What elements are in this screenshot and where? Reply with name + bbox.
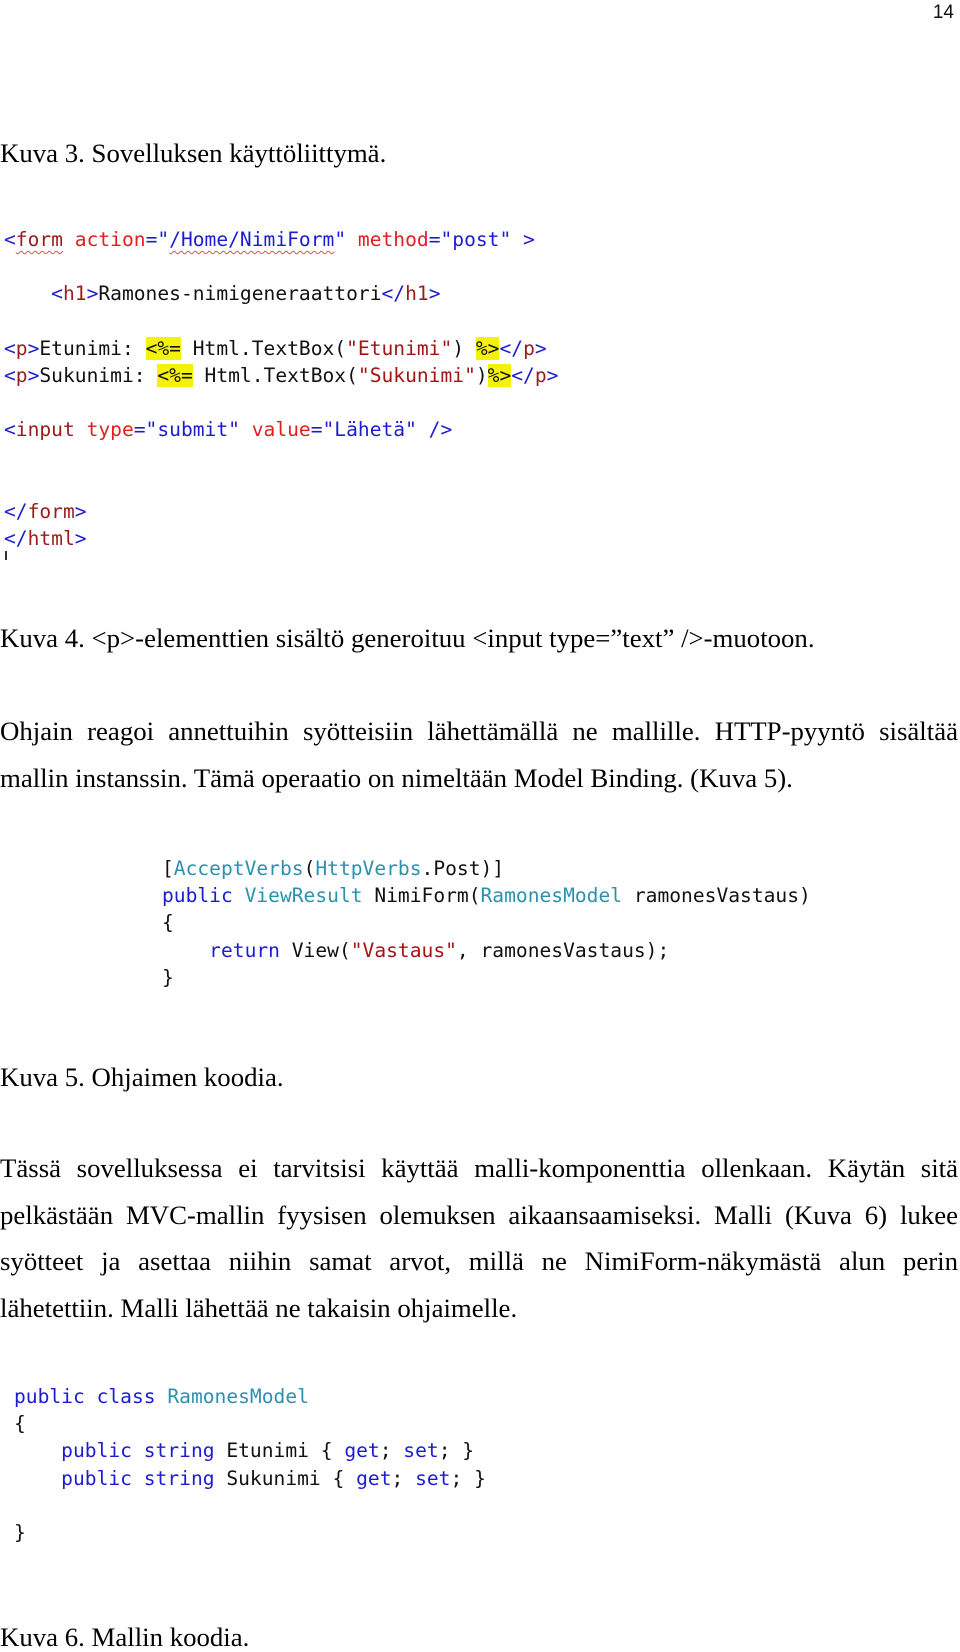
code-token: value: [239, 418, 311, 442]
code-token: Etunimi {: [214, 1439, 345, 1463]
code-token: "Sukunimi": [357, 363, 476, 387]
figure-caption-kuva-3: Kuva 3. Sovelluksen käyttöliittymä.: [0, 138, 387, 168]
code-line: [4, 471, 558, 498]
code-token: %>: [487, 363, 512, 387]
code-token: <: [4, 282, 63, 306]
code-token: >: [86, 282, 99, 306]
code-screenshot-model-class: [14, 1383, 486, 1546]
code-token: >: [534, 336, 547, 360]
code-token: ; }: [438, 1439, 475, 1463]
code-token: >: [428, 282, 441, 306]
code-line: [4, 444, 558, 471]
code-line: [14, 1410, 486, 1437]
figure-caption-kuva-5: Kuva 5. Ohjaimen koodia.: [0, 1062, 284, 1092]
code-token: p: [15, 363, 28, 387]
code-token: }: [14, 1520, 26, 1544]
code-token: [: [162, 857, 174, 880]
code-token: ="post" >: [428, 228, 535, 251]
code-screenshot-nimiform-view: [4, 226, 558, 552]
code-token: Etunimi:: [39, 336, 146, 360]
code-token: form: [15, 228, 63, 251]
code-line: [4, 253, 558, 280]
code-token: public string: [14, 1439, 215, 1463]
code-token: </: [381, 282, 406, 306]
code-token: >: [74, 527, 87, 551]
code-token: RamonesModel: [167, 1385, 309, 1408]
code-token: >: [27, 363, 40, 387]
code-token: , ramonesVastaus);: [456, 938, 670, 962]
code-token: HttpVerbs: [315, 857, 422, 880]
code-token: <: [4, 363, 16, 387]
code-token: {: [14, 1412, 26, 1436]
code-token: <%=: [145, 336, 181, 360]
code-token: Sukunimi:: [39, 363, 158, 387]
code-token: </: [4, 499, 28, 523]
code-token: get: [344, 1439, 380, 1463]
code-token: =": [145, 228, 170, 251]
code-token: "Etunimi": [346, 336, 453, 360]
code-token: </: [511, 363, 535, 387]
code-token: ): [452, 336, 476, 360]
code-token: <%=: [157, 363, 193, 387]
code-token: get: [356, 1466, 392, 1490]
code-token: (: [303, 857, 316, 880]
code-token: NimiForm(: [362, 884, 481, 908]
code-token: <: [4, 336, 16, 360]
code-token: Html.TextBox(: [192, 363, 358, 387]
code-screenshot-controller: [162, 855, 811, 991]
code-line: [14, 1519, 486, 1546]
code-token: .Post)]: [421, 857, 505, 880]
code-token: set: [403, 1439, 439, 1463]
code-token: ;: [391, 1466, 416, 1490]
code-line: [4, 525, 558, 552]
figure-caption-kuva-4: Kuva 4. <p>-elementtien sisältö generoituu <input type=”text” />-muotoon.: [0, 623, 815, 653]
code-line: [14, 1437, 486, 1464]
code-line: [4, 389, 558, 416]
code-token: /Home/NimiForm: [169, 228, 335, 251]
code-line: [162, 964, 811, 991]
code-token: </: [4, 527, 28, 551]
code-line: [14, 1492, 486, 1519]
code-token: ; }: [450, 1466, 486, 1490]
code-line: [14, 1383, 486, 1410]
code-token: AcceptVerbs: [173, 857, 304, 880]
code-token: >: [546, 363, 559, 387]
page-number: 14: [932, 2, 954, 23]
code-token: h1: [62, 282, 87, 306]
code-token: RamonesModel: [480, 884, 623, 908]
code-token: ="Lähetä" />: [310, 418, 453, 442]
code-line: [162, 937, 811, 964]
code-line: [162, 882, 811, 909]
code-token: public: [162, 884, 245, 908]
code-token: Ramones-nimigeneraattori: [98, 282, 382, 306]
code-token: p: [15, 336, 28, 360]
code-line: [4, 498, 558, 525]
code-token: ;: [379, 1439, 404, 1463]
code-line: [4, 335, 558, 362]
code-token: ": [334, 228, 347, 251]
code-line: [4, 416, 558, 443]
code-token: p: [534, 363, 547, 387]
figure-caption-kuva-6: Kuva 6. Mallin koodia.: [0, 1622, 250, 1652]
code-token: %>: [475, 336, 500, 360]
body-paragraph-model-binding: Ohjain reagoi annettuihin syötteisiin lähettämällä ne mallille. HTTP-pyyntö sisältää mallin instanssin. Tämä operaatio on nimeltään Model Binding. (Kuva 5).: [0, 716, 958, 793]
code-token: p: [523, 336, 535, 360]
code-line: [4, 308, 558, 335]
code-line: [14, 1465, 486, 1492]
code-token: >: [27, 336, 40, 360]
code-token: action: [62, 228, 146, 251]
code-token: ViewResult: [244, 884, 363, 908]
code-token: html: [27, 527, 75, 551]
code-token: return: [162, 938, 280, 962]
code-token: ramonesVastaus): [622, 884, 811, 908]
code-token: </: [499, 336, 524, 360]
code-token: <: [4, 228, 16, 251]
code-token: }: [162, 965, 174, 989]
code-token: Html.TextBox(: [180, 336, 347, 360]
code-token: method: [346, 228, 429, 251]
code-token: input: [15, 418, 75, 442]
code-line: [4, 362, 558, 389]
code-token: ="submit": [133, 418, 240, 442]
code-token: type: [74, 418, 134, 442]
code-token: public class: [14, 1385, 168, 1408]
code-token: >: [74, 499, 87, 523]
code-line: [4, 226, 558, 253]
code-token: form: [27, 499, 75, 523]
code-token: View(: [279, 938, 351, 962]
body-paragraph-model-component: Tässä sovelluksessa ei tarvitsisi käyttää malli-komponenttia ollenkaan. Käytän sitä pelkästään MVC-mallin fyysisen olemuksen aikaansaamiseksi. Malli (Kuva 6) lukee syötteet ja asettaa niihin samat arvot, millä ne NimiForm-näkymästä alun perin lähetettiin. Malli lähettää ne takaisin ohjaimelle.: [0, 1153, 958, 1324]
code-token: set: [415, 1466, 451, 1490]
code-token: ): [475, 363, 488, 387]
code-token: public string: [14, 1466, 215, 1490]
code-line: [4, 280, 558, 307]
code-token: "Vastaus": [350, 938, 457, 962]
code-token: Sukunimi {: [214, 1466, 357, 1490]
code-token: <: [4, 418, 16, 442]
text-cursor: [5, 551, 7, 560]
code-line: [162, 855, 811, 882]
code-token: h1: [405, 282, 429, 306]
code-line: [162, 909, 811, 936]
code-token: {: [162, 911, 174, 935]
